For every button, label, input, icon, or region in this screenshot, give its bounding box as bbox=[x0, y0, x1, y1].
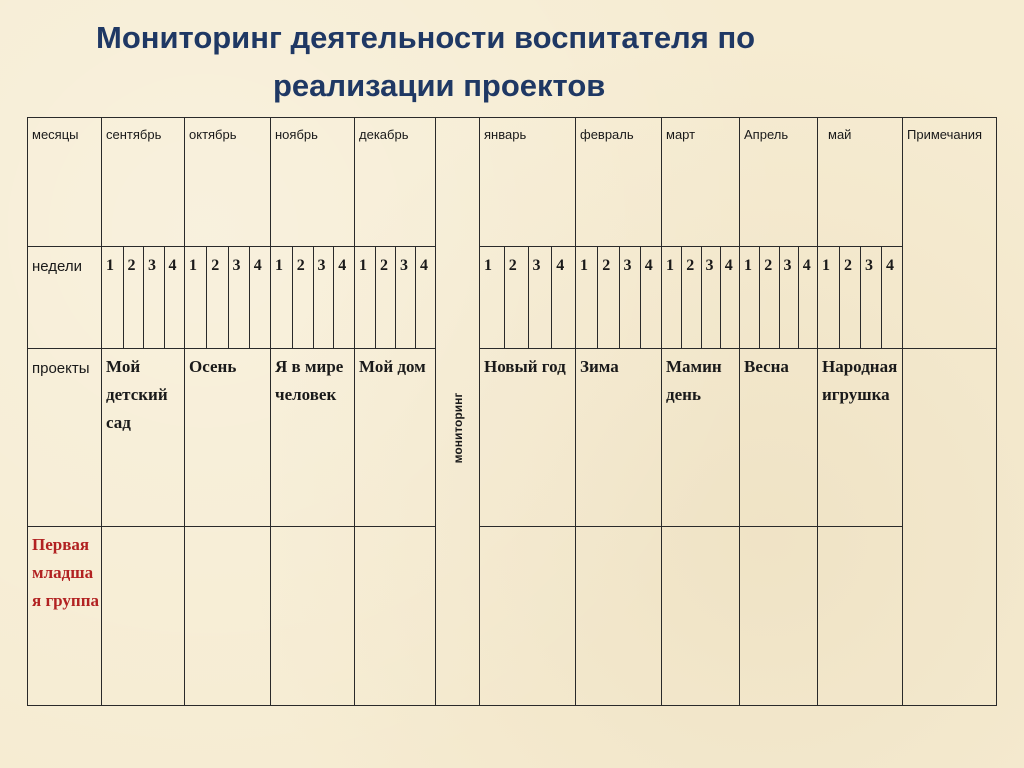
month-cell bbox=[480, 118, 576, 247]
group-row bbox=[28, 527, 997, 706]
title-line-2: реализации проектов bbox=[273, 68, 606, 103]
project-name: Я в мире человек bbox=[275, 357, 344, 404]
week-number: 4 bbox=[420, 257, 428, 274]
week-number: 2 bbox=[602, 257, 611, 274]
week-group bbox=[740, 247, 817, 348]
weeks-label: недели bbox=[32, 258, 83, 275]
week-cell bbox=[839, 247, 860, 348]
week-number: 1 bbox=[275, 257, 283, 274]
week-cell bbox=[206, 247, 227, 348]
week-cell bbox=[375, 247, 395, 348]
week-cell bbox=[249, 247, 270, 348]
month-january: январь bbox=[484, 127, 527, 142]
week-cell bbox=[759, 247, 778, 348]
group-label-cell bbox=[28, 527, 102, 706]
project-name: Мой дом bbox=[359, 357, 426, 376]
week-cell bbox=[102, 247, 123, 348]
week-group bbox=[102, 247, 184, 348]
week-cell bbox=[818, 247, 839, 348]
project-cell bbox=[818, 349, 903, 527]
week-number: 2 bbox=[844, 257, 852, 274]
week-cell bbox=[701, 247, 720, 348]
month-september: сентябрь bbox=[106, 127, 162, 142]
week-number: 2 bbox=[211, 257, 220, 274]
week-number: 3 bbox=[400, 257, 408, 274]
week-cell bbox=[662, 247, 681, 348]
week-number: 1 bbox=[744, 257, 752, 274]
monitoring-column bbox=[436, 118, 480, 706]
week-cell bbox=[143, 247, 164, 348]
project-cell bbox=[271, 349, 355, 527]
projects-row bbox=[28, 349, 997, 527]
week-number: 1 bbox=[484, 257, 492, 274]
week-number: 1 bbox=[106, 257, 114, 274]
project-name: Новый год bbox=[484, 357, 566, 376]
project-name: Весна bbox=[744, 357, 789, 376]
week-number: 3 bbox=[623, 257, 632, 274]
month-cell bbox=[102, 118, 185, 247]
project-cell bbox=[662, 349, 740, 527]
week-cell bbox=[228, 247, 249, 348]
week-number: 2 bbox=[508, 257, 517, 274]
week-cell bbox=[355, 247, 375, 348]
week-cell bbox=[528, 247, 552, 348]
month-cell bbox=[185, 118, 271, 247]
week-number: 4 bbox=[253, 257, 262, 274]
week-cell bbox=[185, 247, 206, 348]
monitoring-table bbox=[27, 117, 997, 706]
months-row bbox=[28, 118, 997, 247]
week-cell bbox=[313, 247, 334, 348]
week-number: 4 bbox=[338, 257, 347, 274]
week-cell bbox=[576, 247, 597, 348]
notes-body-cell bbox=[903, 349, 997, 706]
week-number: 2 bbox=[764, 257, 773, 274]
title-line-1: Мониторинг деятельности воспитателя по bbox=[96, 20, 756, 55]
week-number: 4 bbox=[724, 257, 733, 274]
month-cell bbox=[576, 118, 662, 247]
month-november: ноябрь bbox=[275, 127, 318, 142]
group-cell bbox=[480, 527, 576, 706]
week-cell bbox=[292, 247, 313, 348]
week-group bbox=[662, 247, 739, 348]
notes-header: Примечания bbox=[907, 127, 983, 142]
week-number: 1 bbox=[666, 257, 674, 274]
group-cell bbox=[355, 527, 436, 706]
week-number: 3 bbox=[532, 257, 541, 274]
week-number: 3 bbox=[865, 257, 873, 274]
week-number: 3 bbox=[317, 257, 326, 274]
week-cell bbox=[640, 247, 661, 348]
group-label: Первая младшая группа bbox=[32, 535, 99, 610]
months-label: месяцы bbox=[32, 127, 79, 142]
weeks-cell bbox=[662, 247, 740, 349]
project-name: Осень bbox=[189, 357, 237, 376]
project-cell bbox=[480, 349, 576, 527]
week-number: 2 bbox=[686, 257, 695, 274]
week-cell bbox=[415, 247, 435, 348]
weeks-cell bbox=[818, 247, 903, 349]
weeks-cell bbox=[576, 247, 662, 349]
week-number: 4 bbox=[644, 257, 653, 274]
group-cell bbox=[740, 527, 818, 706]
week-number: 4 bbox=[886, 257, 894, 274]
week-number: 1 bbox=[359, 257, 367, 274]
project-name: Мой детский сад bbox=[106, 357, 168, 432]
weeks-cell bbox=[740, 247, 818, 349]
weeks-cell bbox=[271, 247, 355, 349]
weeks-row bbox=[28, 247, 997, 349]
project-name: Народная игрушка bbox=[822, 357, 898, 404]
group-cell bbox=[662, 527, 740, 706]
week-cell bbox=[123, 247, 144, 348]
project-name: Мамин день bbox=[666, 357, 722, 404]
month-cell bbox=[355, 118, 436, 247]
week-number: 4 bbox=[556, 257, 565, 274]
month-cell bbox=[271, 118, 355, 247]
project-name: Зима bbox=[580, 357, 619, 376]
weeks-label-cell bbox=[28, 247, 102, 349]
week-group bbox=[185, 247, 270, 348]
week-cell bbox=[779, 247, 798, 348]
week-cell bbox=[619, 247, 640, 348]
week-number: 3 bbox=[232, 257, 241, 274]
week-cell bbox=[164, 247, 185, 348]
month-december: декабрь bbox=[359, 127, 409, 142]
week-group bbox=[355, 247, 435, 348]
week-number: 3 bbox=[148, 257, 156, 274]
week-number: 2 bbox=[296, 257, 305, 274]
week-number: 1 bbox=[580, 257, 588, 274]
week-cell bbox=[480, 247, 504, 348]
project-cell bbox=[102, 349, 185, 527]
week-cell bbox=[551, 247, 575, 348]
week-cell bbox=[860, 247, 881, 348]
month-cell bbox=[818, 118, 903, 247]
project-cell bbox=[576, 349, 662, 527]
week-number: 2 bbox=[127, 257, 136, 274]
week-number: 4 bbox=[802, 257, 811, 274]
week-group bbox=[271, 247, 354, 348]
week-cell bbox=[740, 247, 759, 348]
week-number: 4 bbox=[168, 257, 177, 274]
group-cell bbox=[102, 527, 185, 706]
weeks-cell bbox=[355, 247, 436, 349]
group-cell bbox=[576, 527, 662, 706]
week-cell bbox=[395, 247, 415, 348]
month-march: март bbox=[666, 127, 696, 142]
week-cell bbox=[881, 247, 902, 348]
project-cell bbox=[185, 349, 271, 527]
projects-label: проекты bbox=[32, 360, 90, 377]
week-number: 1 bbox=[189, 257, 197, 274]
week-number: 1 bbox=[822, 257, 830, 274]
month-october: октябрь bbox=[189, 127, 237, 142]
notes-cell bbox=[903, 118, 997, 349]
week-cell bbox=[597, 247, 618, 348]
week-cell bbox=[681, 247, 700, 348]
week-number: 2 bbox=[380, 257, 388, 274]
week-cell bbox=[333, 247, 354, 348]
months-label-cell bbox=[28, 118, 102, 247]
week-cell bbox=[720, 247, 739, 348]
week-number: 3 bbox=[783, 257, 792, 274]
week-cell bbox=[271, 247, 292, 348]
group-cell bbox=[818, 527, 903, 706]
group-cell bbox=[271, 527, 355, 706]
project-cell bbox=[355, 349, 436, 527]
weeks-cell bbox=[185, 247, 271, 349]
month-cell bbox=[662, 118, 740, 247]
week-cell bbox=[504, 247, 528, 348]
weeks-cell bbox=[102, 247, 185, 349]
monitoring-label: мониторинг bbox=[450, 392, 465, 464]
week-group bbox=[480, 247, 575, 348]
week-group bbox=[818, 247, 902, 348]
week-cell bbox=[798, 247, 817, 348]
week-group bbox=[576, 247, 661, 348]
weeks-cell bbox=[480, 247, 576, 349]
month-may: май bbox=[828, 127, 852, 142]
week-number: 3 bbox=[705, 257, 714, 274]
month-april: Апрель bbox=[744, 127, 789, 142]
project-cell bbox=[740, 349, 818, 527]
month-cell bbox=[740, 118, 818, 247]
group-cell bbox=[185, 527, 271, 706]
projects-label-cell bbox=[28, 349, 102, 527]
month-february: февраль bbox=[580, 127, 634, 142]
